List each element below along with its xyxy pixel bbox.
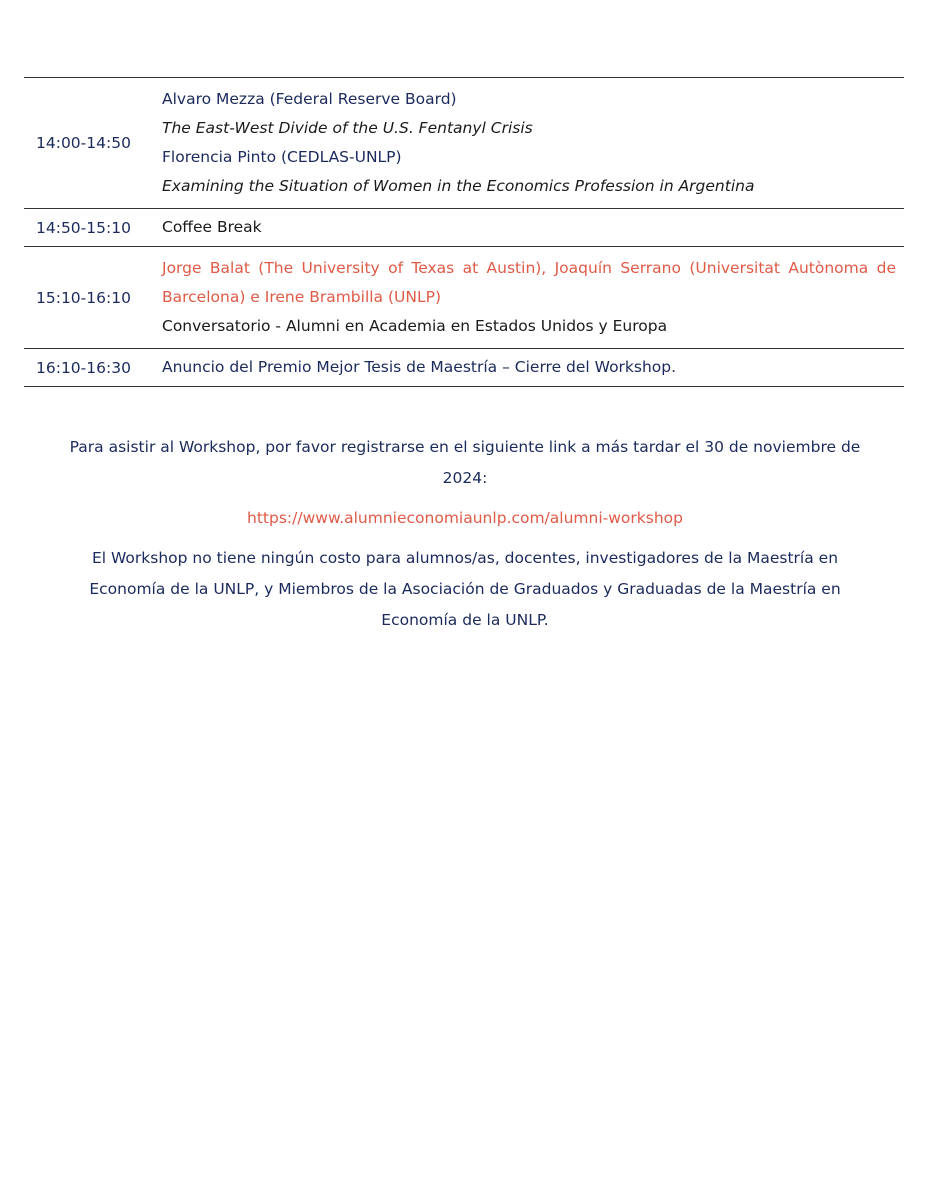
table-row — [24, 209, 904, 247]
table-row — [24, 78, 904, 209]
registration-text: Para asistir al Workshop, por favor registrarse en el siguiente link a más tardar el 30 de noviembre de 2024: — [69, 438, 861, 487]
talk-title: The East-West Divide of the U.S. Fentanyl Crisis — [162, 119, 533, 137]
table-row — [24, 247, 904, 349]
schedule-table — [24, 77, 904, 387]
registration-link-wrapper — [60, 503, 870, 534]
session-time: 16:10-16:30 — [36, 358, 131, 377]
cost-note: El Workshop no tiene ningún costo para alumnos/as, docentes, investigadores de la Maestría en Economía de la UNLP, y Miembros de la Asociación de Graduados y Graduadas de la Maestría en Economía de la UNLP. — [89, 549, 841, 629]
session-time: 14:50-15:10 — [36, 218, 131, 237]
session-time: 14:00-14:50 — [36, 134, 131, 152]
session-content — [162, 349, 904, 387]
session-content — [162, 78, 904, 209]
talk-title: Examining the Situation of Women in the Economics Profession in Argentina — [162, 177, 755, 195]
table-row — [24, 349, 904, 387]
break-label: Coffee Break — [162, 218, 262, 236]
speaker-name: Alvaro Mezza (Federal Reserve Board) — [162, 90, 457, 108]
speaker-name: Florencia Pinto (CEDLAS-UNLP) — [162, 148, 402, 166]
panel-title: Conversatorio - Alumni en Academia en Estados Unidos y Europa — [162, 317, 668, 335]
schedule-section — [24, 77, 904, 387]
session-time: 15:10-16:10 — [36, 288, 131, 307]
panel-speakers: Jorge Balat (The University of Texas at Austin), Joaquín Serrano (Universitat Autònoma de Barcelona) e Irene Brambilla (UNLP) — [162, 259, 896, 306]
registration-link[interactable]: https://www.alumnieconomiaunlp.com/alumni-workshop — [247, 509, 683, 527]
session-content — [162, 209, 904, 247]
session-content — [162, 247, 904, 349]
closing-announcement: Anuncio del Premio Mejor Tesis de Maestría – Cierre del Workshop. — [162, 358, 677, 376]
